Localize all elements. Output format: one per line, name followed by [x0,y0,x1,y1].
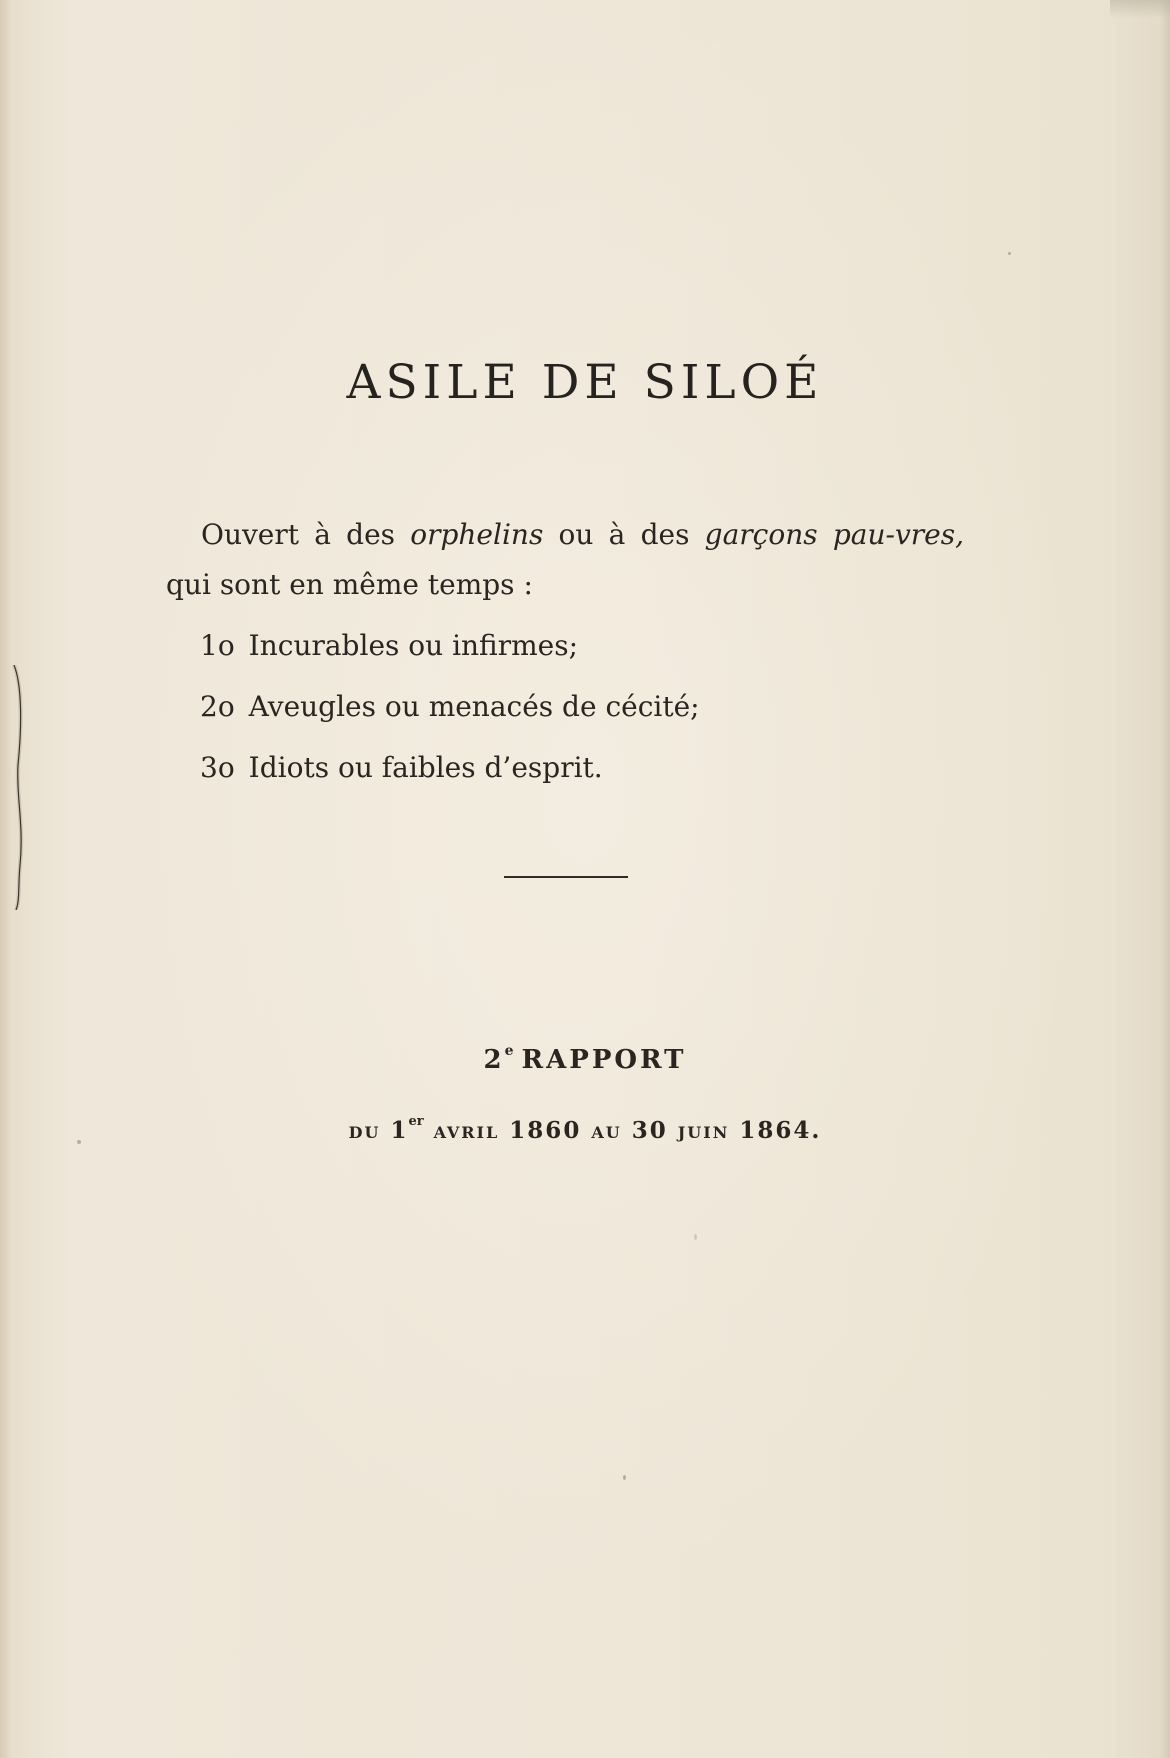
report-dates [0,1114,1170,1144]
corner-shadow [1110,0,1170,18]
list-item-number: 3o [200,751,235,784]
intro-text-3: qui sont en même temps : [166,568,533,601]
intro-paragraph [166,510,964,610]
list-item-number: 2o [200,690,235,723]
intro-orphelins: orphelins [410,518,544,551]
intro-text-1: Ouvert à des [201,518,411,551]
paper-speck [1008,252,1011,255]
list-item-text: Idiots ou faibles d’esprit. [248,751,603,784]
list-item [200,615,700,676]
report-label: RAPPORT [521,1045,687,1075]
page-edge-right [1160,0,1170,1758]
report-heading [0,1045,1170,1075]
dates-text-2: avril 1860 au 30 juin 1864. [423,1117,822,1144]
dates-superscript: er [408,1114,424,1129]
condition-list [200,615,700,798]
list-item-text: Incurables ou infirmes; [248,629,579,662]
intro-text-2: ou à des [543,518,705,551]
paper-speck [77,1140,81,1144]
report-ordinal: 2 [483,1045,505,1075]
report-ordinal-suffix: e [504,1043,514,1059]
paper-speck [694,1234,697,1240]
list-item-text: Aveugles ou menacés de cécité; [248,690,700,723]
dates-text-1: du 1 [348,1117,409,1144]
list-item-number: 1o [200,629,235,662]
paper-speck [623,1475,626,1480]
list-item [200,676,700,737]
page-title: ASILE DE SILOÉ [346,355,824,410]
list-item [200,737,700,798]
intro-garcons-pauvres: garçons pau-vres, [704,518,964,551]
divider-rule [504,876,628,878]
binding-thread [8,665,26,910]
